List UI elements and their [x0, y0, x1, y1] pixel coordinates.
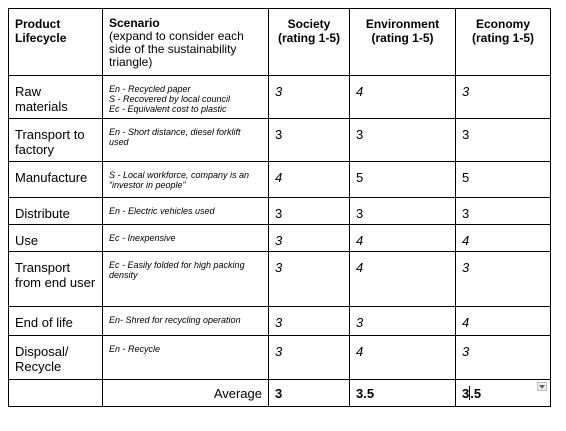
scenario-cell[interactable]	[103, 162, 269, 198]
environment-rating[interactable]: 3	[350, 307, 456, 336]
header-row	[9, 9, 551, 76]
environment-rating[interactable]: 4	[350, 252, 456, 307]
stage-cell[interactable]: Disposal/ Recycle	[9, 336, 103, 380]
header-lifecycle[interactable]: Product Lifecycle	[9, 9, 103, 76]
scenario-cell[interactable]	[103, 225, 269, 252]
stage-cell[interactable]: Manufacture	[9, 162, 103, 198]
table-row	[9, 307, 551, 336]
table-row	[9, 162, 551, 198]
society-rating[interactable]: 3	[269, 225, 350, 252]
environment-rating[interactable]: 3	[350, 119, 456, 162]
environment-rating[interactable]: 3	[350, 198, 456, 225]
scenario-line: Ec - Easily folded for high packing density	[109, 260, 245, 280]
average-economy-int: 3	[462, 386, 470, 401]
table-row	[9, 76, 551, 119]
economy-rating[interactable]: 3	[456, 252, 551, 307]
environment-rating[interactable]: 4	[350, 76, 456, 119]
stage-cell[interactable]: Transport from end user	[9, 252, 103, 307]
table-row	[9, 119, 551, 162]
scenario-cell[interactable]	[103, 336, 269, 380]
average-label[interactable]: Average	[103, 380, 269, 407]
header-scenario[interactable]	[103, 9, 269, 76]
scenario-cell[interactable]	[103, 198, 269, 225]
scenario-line: Ec - Inexpensive	[109, 233, 176, 243]
scenario-line: En - Recycled paper	[109, 84, 191, 94]
sustainability-sheet	[8, 8, 551, 407]
environment-rating[interactable]: 4	[350, 336, 456, 380]
table-row	[9, 252, 551, 307]
scenario-line: En- Shred for recycling operation	[109, 315, 241, 325]
dropdown-triangle	[539, 385, 545, 389]
society-rating[interactable]: 4	[269, 162, 350, 198]
chevron-down-icon[interactable]	[537, 382, 547, 391]
scenario-line: En - Recycle	[109, 344, 161, 354]
society-rating[interactable]: 3	[269, 307, 350, 336]
header-economy[interactable]: Economy (rating 1-5)	[456, 9, 551, 76]
economy-rating[interactable]: 3	[456, 336, 551, 380]
table-row	[9, 198, 551, 225]
table-row	[9, 225, 551, 252]
average-society[interactable]: 3	[269, 380, 350, 407]
scenario-line: En - Short distance, diesel forklift used	[109, 127, 241, 147]
header-society[interactable]: Society (rating 1-5)	[269, 9, 350, 76]
header-environment[interactable]: Environment (rating 1-5)	[350, 9, 456, 76]
scenario-cell[interactable]	[103, 252, 269, 307]
stage-cell[interactable]: End of life	[9, 307, 103, 336]
scenario-line: En - Electric vehicles used	[109, 206, 215, 216]
society-rating[interactable]: 3	[269, 252, 350, 307]
average-row	[9, 380, 551, 407]
average-economy-frac: .5	[470, 386, 482, 401]
economy-rating[interactable]: 5	[456, 162, 551, 198]
environment-rating[interactable]: 5	[350, 162, 456, 198]
lifecycle-table	[8, 8, 551, 407]
environment-rating[interactable]: 4	[350, 225, 456, 252]
scenario-line: S - Local workforce, company is an “investor in people”	[109, 170, 250, 190]
society-rating[interactable]: 3	[269, 198, 350, 225]
stage-cell[interactable]: Distribute	[9, 198, 103, 225]
scenario-line: S - Recovered by local council	[109, 94, 231, 104]
header-scenario-title: Scenario	[109, 16, 160, 30]
stage-cell[interactable]: Transport to factory	[9, 119, 103, 162]
header-scenario-subtitle: (expand to consider each side of the sustainability triangle)	[109, 29, 244, 69]
scenario-cell[interactable]	[103, 119, 269, 162]
society-rating[interactable]: 3	[269, 119, 350, 162]
average-economy-cell[interactable]	[456, 380, 551, 407]
table-row	[9, 336, 551, 380]
scenario-cell[interactable]	[103, 76, 269, 119]
economy-rating[interactable]: 3	[456, 198, 551, 225]
economy-rating[interactable]: 3	[456, 76, 551, 119]
economy-rating[interactable]: 3	[456, 119, 551, 162]
economy-rating[interactable]: 4	[456, 225, 551, 252]
average-environment[interactable]: 3.5	[350, 380, 456, 407]
stage-cell[interactable]: Raw materials	[9, 76, 103, 119]
stage-cell[interactable]: Use	[9, 225, 103, 252]
economy-rating[interactable]: 4	[456, 307, 551, 336]
scenario-cell[interactable]	[103, 307, 269, 336]
society-rating[interactable]: 3	[269, 76, 350, 119]
average-empty-cell[interactable]	[9, 380, 103, 407]
scenario-line: Ec - Equivalent cost to plastic	[109, 104, 227, 114]
society-rating[interactable]: 3	[269, 336, 350, 380]
